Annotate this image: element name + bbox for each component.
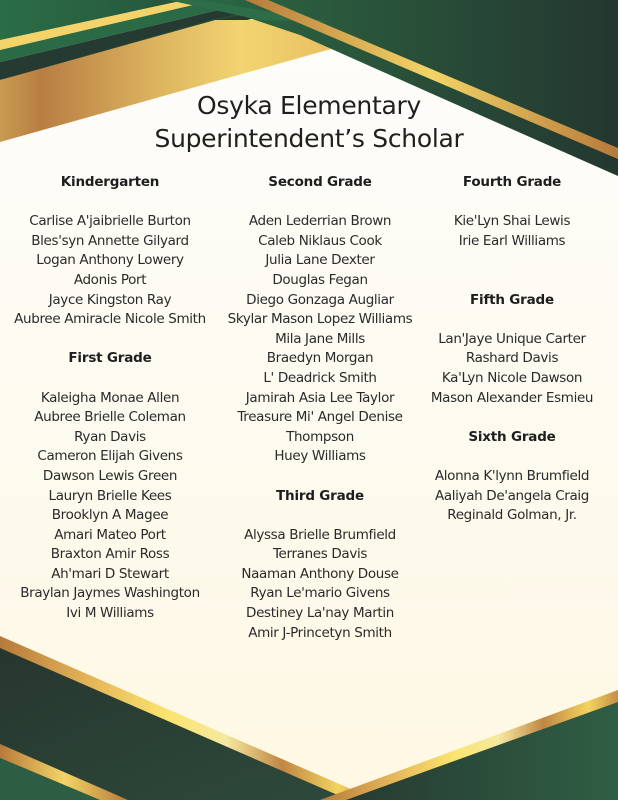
section-fifth-grade xyxy=(408,291,616,409)
section-fourth-grade xyxy=(408,173,616,271)
student-name: Jayce Kingston Ray xyxy=(48,291,172,308)
student-name: Huey Williams xyxy=(274,448,366,465)
student-name: Diego Gonzaga Augliar xyxy=(246,291,394,308)
name-list xyxy=(210,212,430,467)
student-name: Mason Alexander Esmieu xyxy=(430,389,594,406)
grade-heading: Third Grade xyxy=(276,487,364,504)
student-name: Irie Earl Williams xyxy=(458,232,566,249)
student-name: Kie'Lyn Shai Lewis xyxy=(453,213,571,230)
name-list xyxy=(0,212,220,330)
student-name: Amir J-Princetyn Smith xyxy=(248,624,392,641)
student-name: Braxton Amir Ross xyxy=(50,546,170,563)
student-name: Kaleigha Monae Allen xyxy=(40,389,180,406)
student-name: Lauryn Brielle Kees xyxy=(48,487,172,504)
student-name: Braedyn Morgan xyxy=(266,350,374,367)
student-name: Douglas Fegan xyxy=(272,271,368,288)
grade-heading: Fifth Grade xyxy=(470,291,554,308)
student-name: Destiney La'nay Martin xyxy=(246,605,394,622)
student-name: Aubree Amiracle Nicole Smith xyxy=(14,311,206,328)
student-name: Alyssa Brielle Brumfield xyxy=(244,526,396,543)
student-name: Treasure Mi' Angel Denise xyxy=(237,409,403,426)
student-name: L' Deadrick Smith xyxy=(263,369,377,386)
student-name: Caleb Niklaus Cook xyxy=(258,232,382,249)
student-name: Alonna K'lynn Brumfield xyxy=(434,467,590,484)
section-kindergarten xyxy=(0,173,220,330)
student-name: Aaliyah De'angela Craig xyxy=(434,487,590,504)
column-right xyxy=(408,173,616,545)
grade-heading: Second Grade xyxy=(268,174,372,190)
name-list xyxy=(210,526,430,644)
grade-heading: First Grade xyxy=(68,350,152,367)
student-name: Ryan Davis xyxy=(74,428,146,445)
student-name: Amari Mateo Port xyxy=(54,526,166,543)
student-name: Dawson Lewis Green xyxy=(42,467,178,484)
name-list xyxy=(408,330,616,408)
section-second-grade xyxy=(210,173,430,467)
grade-heading: Kindergarten xyxy=(60,174,160,190)
section-sixth-grade xyxy=(408,428,616,526)
spacer xyxy=(408,251,616,271)
column-middle xyxy=(210,173,430,663)
column-left xyxy=(0,173,220,643)
student-name: Braylan Jaymes Washington xyxy=(20,585,200,602)
student-name: Julia Lane Dexter xyxy=(265,252,375,269)
student-name: Naaman Anthony Douse xyxy=(241,565,399,582)
student-name: Jamirah Asia Lee Taylor xyxy=(245,389,395,406)
title-award-name: Superintendent’s Scholar xyxy=(154,124,464,153)
student-name: Terranes Davis xyxy=(272,546,368,563)
title-school-name: Osyka Elementary xyxy=(197,91,421,120)
name-list xyxy=(408,467,616,526)
student-name: Ryan Le'mario Givens xyxy=(250,585,390,602)
student-name: Adonis Port xyxy=(73,271,147,288)
student-name: Carlise A'jaibrielle Burton xyxy=(29,213,191,230)
student-name: Cameron Elijah Givens xyxy=(37,448,183,465)
student-name: Ivi M Williams xyxy=(66,605,154,622)
grade-heading: Sixth Grade xyxy=(468,428,556,445)
student-name: Skylar Mason Lopez Williams xyxy=(227,311,413,328)
student-name: Thompson xyxy=(286,428,354,445)
student-name: Rashard Davis xyxy=(465,350,559,367)
grade-heading: Fourth Grade xyxy=(462,174,562,190)
student-name: Bles'syn Annette Gilyard xyxy=(31,232,189,249)
student-name: Ah'mari D Stewart xyxy=(51,565,169,582)
student-name: Aubree Brielle Coleman xyxy=(34,409,186,426)
name-list xyxy=(0,389,220,624)
student-name: Logan Anthony Lowery xyxy=(36,252,184,269)
section-third-grade xyxy=(210,487,430,644)
student-name: Brooklyn A Magee xyxy=(51,507,169,524)
student-name: Reginald Golman, Jr. xyxy=(447,507,577,524)
student-name: Mila Jane Mills xyxy=(275,330,365,347)
page-title xyxy=(0,89,618,155)
name-list xyxy=(408,212,616,251)
student-name: Ka'Lyn Nicole Dawson xyxy=(441,369,583,386)
section-first-grade xyxy=(0,349,220,623)
student-name: Lan'Jaye Unique Carter xyxy=(438,330,586,347)
student-name: Aden Lederrian Brown xyxy=(248,213,392,230)
